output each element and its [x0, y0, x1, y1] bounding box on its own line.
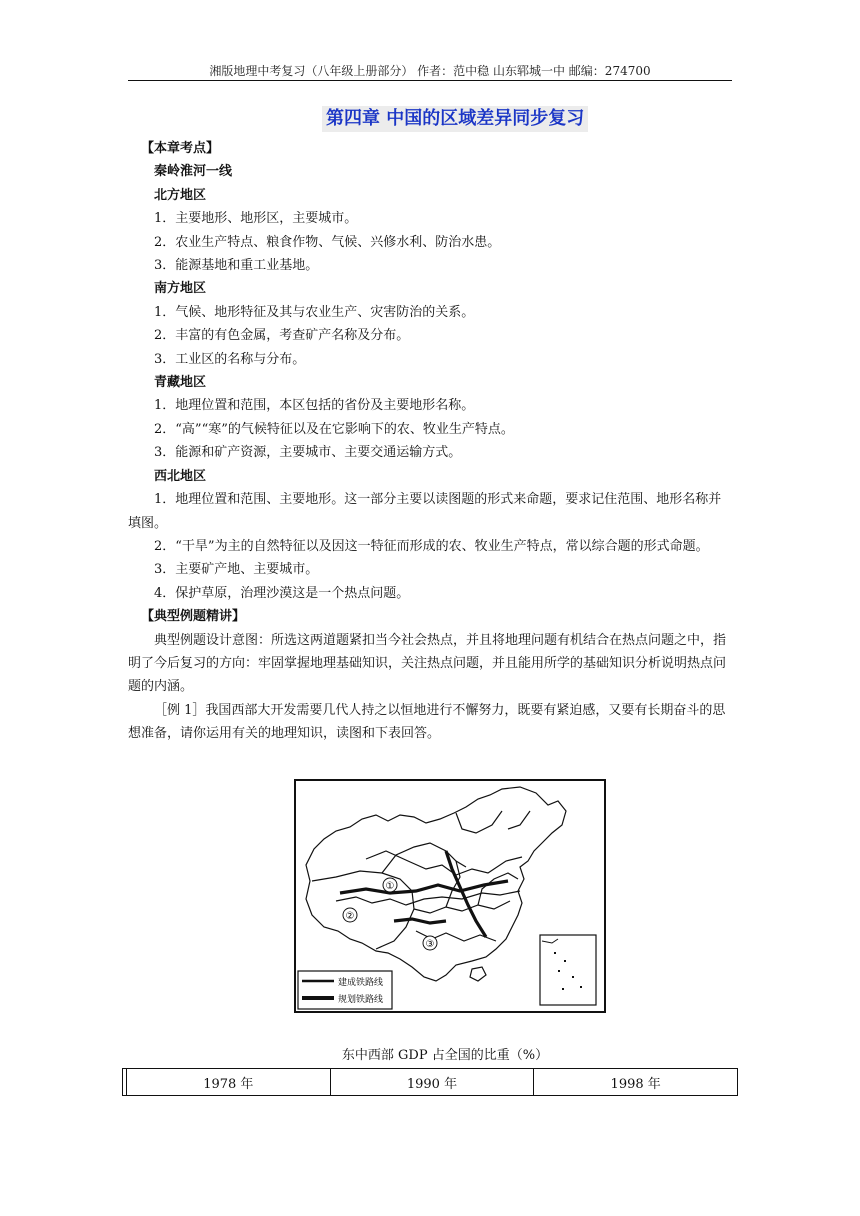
header-rule: [128, 80, 732, 81]
region-boundary: [478, 873, 518, 905]
table-header-cell: 1998 年: [534, 1069, 738, 1096]
northwest-item: 1．地理位置和范围、主要地形。这一部分主要以读图题的形式来命题，要求记住范围、地形名称并填图。: [128, 492, 722, 531]
chapter-title: 第四章 中国的区域差异同步复习: [322, 106, 588, 132]
legend-planned-label: 规划铁路线: [338, 995, 384, 1005]
marker-label: ②: [345, 911, 355, 922]
table-caption: 东中西部 GDP 占全国的比重（%）: [341, 1048, 549, 1063]
china-map-drawing: [296, 781, 604, 1011]
island-dots: [554, 953, 582, 989]
gdp-table: [122, 1068, 738, 1096]
river-line: [336, 891, 520, 905]
marker-label: ③: [425, 939, 435, 950]
region-boundary: [456, 811, 502, 833]
north-item: 1．主要地形、地形区，主要城市。: [154, 211, 358, 227]
south-heading: 南方地区: [154, 281, 207, 297]
south-china-sea-inset: [540, 935, 596, 1005]
qingzang-heading: 青藏地区: [154, 375, 207, 391]
china-map-figure: [294, 779, 606, 1013]
north-item: 2．农业生产特点、粮食作物、气候、兴修水利、防治水患。: [154, 234, 501, 250]
qingzang-item: 2．“高”“寒”的气候特征以及在它影响下的农、牧业生产特点。: [154, 421, 514, 437]
south-item: 1．气候、地形特征及其与农业生产、灾害防治的关系。: [154, 304, 475, 320]
table-header-cell: 1978 年: [126, 1069, 330, 1096]
northwest-item: 3．主要矿产地、主要城市。: [154, 562, 319, 578]
example-1-text: ［例 1］我国西部大开发需要几代人持之以恒地进行不懈努力，既要有紧迫感，又要有长期奋斗的思想准备，请你运用有关的地理知识，读图和下表回答。: [128, 702, 726, 742]
south-item: 2．丰富的有色金属，考查矿产名称及分布。: [154, 328, 410, 344]
railway-lines: [340, 851, 508, 937]
document-body: [128, 137, 732, 746]
railway-line: [394, 919, 446, 923]
northwest-item: 2．“干旱”为主的自然特征以及因这一特征而形成的农、牧业生产特点，常以综合题的形式命题。: [154, 538, 709, 554]
south-item: 3．工业区的名称与分布。: [154, 351, 306, 367]
map-legend: [298, 971, 392, 1009]
page-header: 湘版地理中考复习（八年级上册部分） 作者：范中稳 山东郓城一中 邮编：274700: [209, 64, 651, 78]
region-marker-3: [423, 936, 437, 950]
qingzang-item: 3．能源和矿产资源，主要城市、主要交通运输方式。: [154, 445, 462, 461]
table-header-cell: 1990 年: [330, 1069, 534, 1096]
inset-frame: [540, 935, 596, 1005]
region-marker-2: [343, 908, 357, 922]
tibet-boundary: [312, 871, 414, 949]
north-heading: 北方地区: [154, 187, 207, 203]
railway-line: [340, 881, 508, 893]
northwest-item: 4．保护草原，治理沙漠这是一个热点问题。: [154, 585, 410, 601]
marker-label: ①: [385, 881, 395, 892]
examples-heading: 【典型例题精讲】: [141, 609, 246, 625]
hainan-island: [470, 967, 486, 981]
section-heading-kaodian: 【本章考点】: [141, 141, 220, 156]
region-boundary: [508, 811, 530, 829]
northwest-heading: 西北地区: [154, 468, 207, 484]
north-item: 3．能源基地和重工业基地。: [154, 258, 319, 274]
legend-built-label: 建成铁路线: [338, 978, 384, 988]
examples-intro: 典型例题设计意图：所选这两道题紧扣当今社会热点，并且将地理问题有机结合在热点问题之中，指明了今后复习的方向：牢固掌握地理基础知识，关注热点问题，并且能用所学的基础知识分析说明热点问题的内涵。: [128, 632, 727, 695]
qingzang-item: 1．地理位置和范围，本区包括的省份及主要地形名称。: [154, 398, 475, 414]
region-boundary: [414, 901, 510, 913]
qinling-heading: 秦岭淮河一线: [154, 164, 233, 180]
table-header-row: [123, 1069, 738, 1096]
inset-coast: [542, 939, 558, 943]
region-marker-1: [383, 878, 397, 892]
